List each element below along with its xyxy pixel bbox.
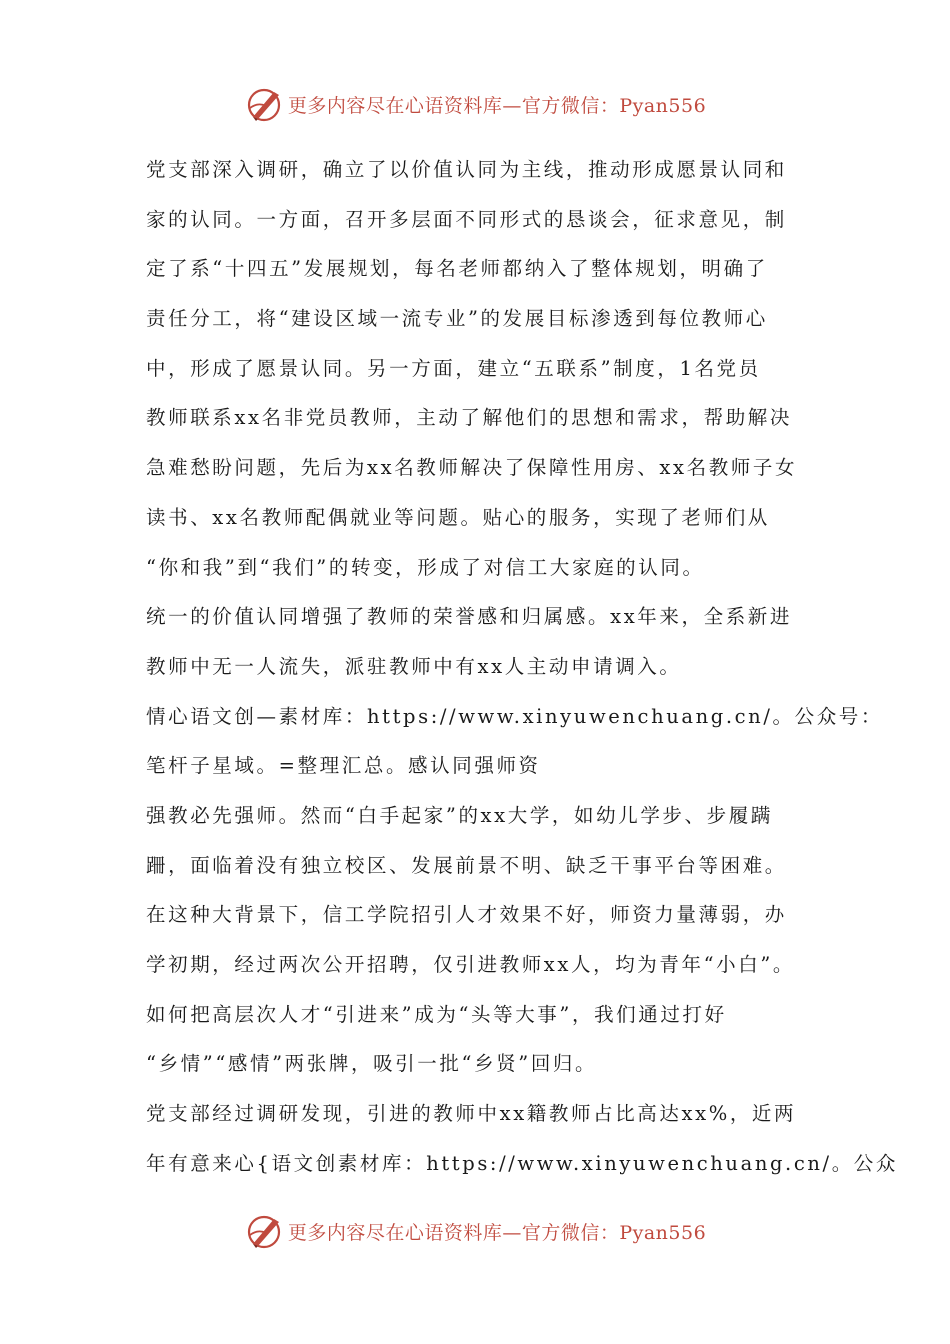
text-line: 教师联系xx名非党员教师，主动了解他们的思想和需求，帮助解决 bbox=[146, 406, 792, 430]
text-line: 统一的价值认同增强了教师的荣誉感和归属感。xx年来，全系新进 bbox=[146, 605, 792, 629]
text-line: 教师中无一人流失，派驻教师中有xx人主动申请调入。 bbox=[146, 654, 682, 678]
text-line: 学初期，经过两次公开招聘，仅引进教师xx人，均为青年“小白”。 bbox=[146, 953, 796, 976]
text-line: 强教必先强师。然而“白手起家”的xx大学，如幼儿学步、步履蹒 bbox=[146, 803, 773, 827]
document-body bbox=[146, 145, 899, 1188]
text-line: 党支部经过调研发现，引进的教师中xx籍教师占比高达xx%，近两 bbox=[146, 1102, 797, 1126]
text-line: 责任分工，将“建设区域一流专业”的发展目标渗透到每位教师心 bbox=[146, 307, 768, 331]
text-line: 定了系“十四五”发展规划，每名老师都纳入了整体规划，明确了 bbox=[146, 257, 768, 281]
text-line: 在这种大背景下，信工学院招引人才效果不好，师资力量薄弱，办 bbox=[146, 903, 787, 927]
text-line: “乡情”“感情”两张牌，吸引一批“乡贤”回归。 bbox=[146, 1052, 598, 1076]
header-banner bbox=[0, 82, 950, 126]
text-line: “你和我”到“我们”的转变，形成了对信工大家庭的认同。 bbox=[146, 555, 705, 579]
pen-logo-icon bbox=[244, 84, 284, 124]
footer-text: 更多内容尽在心语资料库—官方微信：Pyan556 bbox=[287, 1221, 707, 1244]
text-line: 笔杆子星域。=整理汇总。感认同强师资 bbox=[146, 754, 541, 778]
text-line: 中，形成了愿景认同。另一方面，建立“五联系”制度，1名党员 bbox=[146, 356, 761, 380]
text-line: 年有意来心{语文创素材库：https://www.xinyuwenchuang.cn/。公众 bbox=[146, 1151, 899, 1175]
text-line: 跚，面临着没有独立校区、发展前景不明、缺乏干事平台等困难。 bbox=[146, 853, 787, 877]
text-line: 急难愁盼问题，先后为xx名教师解决了保障性用房、xx名教师子女 bbox=[146, 456, 798, 480]
text-line: 家的认同。一方面，召开多层面不同形式的恳谈会，征求意见，制 bbox=[146, 207, 787, 231]
header-text: 更多内容尽在心语资料库—官方微信：Pyan556 bbox=[287, 94, 707, 117]
text-line: 情心语文创—素材库：https://www.xinyuwenchuang.cn/。公众号： bbox=[146, 704, 884, 728]
text-line: 读书、xx名教师配偶就业等问题。贴心的服务，实现了老师们从 bbox=[146, 505, 770, 529]
text-line: 如何把高层次人才“引进来”成为“头等大事”，我们通过打好 bbox=[146, 1002, 727, 1026]
text-line: 党支部深入调研，确立了以价值认同为主线，推动形成愿景认同和 bbox=[146, 158, 787, 181]
pen-logo-icon bbox=[244, 1211, 284, 1251]
footer-banner bbox=[0, 1209, 950, 1253]
